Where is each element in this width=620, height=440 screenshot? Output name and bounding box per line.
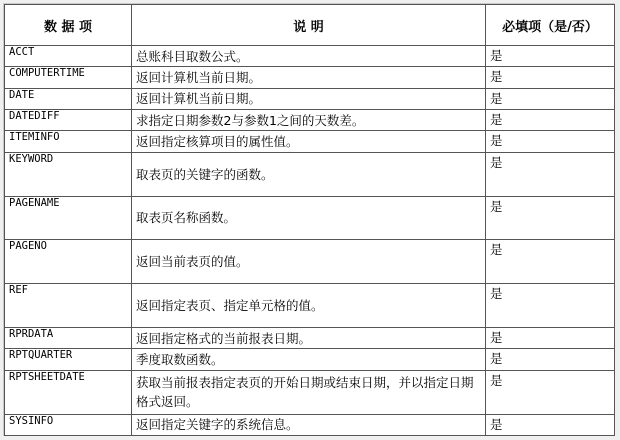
row-required: 是 xyxy=(486,131,615,152)
table-row xyxy=(5,327,615,348)
row-desc: 取表页名称函数。 xyxy=(132,196,486,240)
row-required: 是 xyxy=(486,240,615,284)
row-desc: 返回指定关键字的系统信息。 xyxy=(132,414,486,436)
row-desc: 求指定日期参数2与参数1之间的天数差。 xyxy=(132,110,486,131)
row-required: 是 xyxy=(486,327,615,348)
row-desc: 返回指定格式的当前报表日期。 xyxy=(132,327,486,348)
row-key: COMPUTERTIME xyxy=(5,67,132,88)
row-key: PAGENO xyxy=(5,240,132,284)
row-key: DATEDIFF xyxy=(5,110,132,131)
table-row xyxy=(5,284,615,328)
row-desc: 获取当前报表指定表页的开始日期或结束日期，并以指定日期格式返回。 xyxy=(132,370,486,414)
row-desc: 返回计算机当前日期。 xyxy=(132,88,486,109)
header-required: 必填项（是/否） xyxy=(486,5,615,46)
row-key: REF xyxy=(5,284,132,328)
row-key: ITEMINFO xyxy=(5,131,132,152)
header-description: 说 明 xyxy=(132,5,486,46)
header-row xyxy=(5,5,615,46)
row-key: ACCT xyxy=(5,46,132,67)
row-required: 是 xyxy=(486,152,615,196)
row-required: 是 xyxy=(486,196,615,240)
table-row xyxy=(5,414,615,436)
function-table xyxy=(4,4,615,436)
row-required: 是 xyxy=(486,110,615,131)
table-row xyxy=(5,67,615,88)
row-key: DATE xyxy=(5,88,132,109)
row-desc: 返回计算机当前日期。 xyxy=(132,67,486,88)
table-row xyxy=(5,370,615,414)
table-row xyxy=(5,88,615,109)
row-required: 是 xyxy=(486,67,615,88)
row-key: RPTQUARTER xyxy=(5,349,132,370)
row-desc: 返回指定核算项目的属性值。 xyxy=(132,131,486,152)
row-key: SYSINFO xyxy=(5,414,132,436)
row-required: 是 xyxy=(486,414,615,436)
table-row xyxy=(5,110,615,131)
row-key: PAGENAME xyxy=(5,196,132,240)
row-key: RPTSHEETDATE xyxy=(5,370,132,414)
table-row xyxy=(5,349,615,370)
table-row xyxy=(5,196,615,240)
row-required: 是 xyxy=(486,370,615,414)
row-required: 是 xyxy=(486,349,615,370)
row-desc: 返回指定表页、指定单元格的值。 xyxy=(132,284,486,328)
row-required: 是 xyxy=(486,88,615,109)
table-row xyxy=(5,46,615,67)
row-desc: 取表页的关键字的函数。 xyxy=(132,152,486,196)
row-desc: 返回当前表页的值。 xyxy=(132,240,486,284)
row-desc: 季度取数函数。 xyxy=(132,349,486,370)
table-row xyxy=(5,131,615,152)
table-row xyxy=(5,152,615,196)
row-desc: 总账科目取数公式。 xyxy=(132,46,486,67)
table-row xyxy=(5,240,615,284)
row-key: RPRDATA xyxy=(5,327,132,348)
header-item: 数 据 项 xyxy=(5,5,132,46)
row-required: 是 xyxy=(486,46,615,67)
row-required: 是 xyxy=(486,284,615,328)
row-key: KEYWORD xyxy=(5,152,132,196)
